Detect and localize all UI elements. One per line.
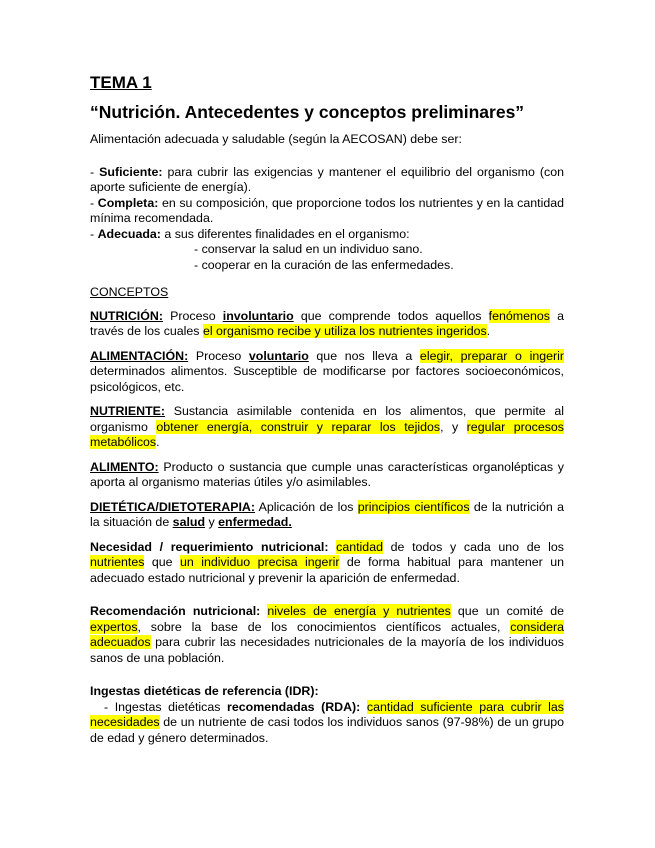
req-suficiente [90, 165, 564, 196]
page-heading: TEMA 1 [90, 73, 152, 92]
term: ALIMENTO: [90, 459, 159, 474]
intro-text: Alimentación adecuada y saludable (según la AECOSAN) debe ser: [90, 132, 462, 146]
def-alimento: ALIMENTO: Producto o sustancia que cumple unas características organolépticas y aporta al organismo materias útiles y/o asimilables. [90, 459, 564, 489]
term-suficiente: Suficiente: [99, 164, 163, 179]
idr-title: Ingestas dietéticas de referencia (IDR): [90, 684, 319, 698]
keyword: salud [172, 515, 206, 529]
text-adecuada: a sus diferentes finalidades en el organismo: [160, 226, 410, 241]
text-completa: en su composición, que proporcione todos los nutrientes y en la cantidad mínima recomendada. [90, 195, 564, 225]
highlight: cantidad suficiente para cubrir las necesidades [90, 699, 564, 729]
def-necesidad: Necesidad / requerimiento nutricional: cantidad de todos y cada uno de los nutrientes que un individuo precisa ingerir de forma habitual para mantener un adecuado estado nutricional y prevenir la aparición de enfermedad. [90, 539, 564, 585]
highlight: regular procesos metabólicos [90, 419, 565, 449]
text-suficiente: para cubrir las exigencias y mantener el equilibrio del organismo (con aporte suficiente de energía). [90, 164, 564, 194]
highlight: elegir, preparar o ingerir [419, 348, 564, 363]
bullet-dash: - [90, 226, 98, 241]
req-completa [90, 196, 564, 227]
highlight: nutrientes [90, 555, 145, 569]
term: DIETÉTICA/DIETOTERAPIA: [90, 499, 255, 514]
keyword: enfermedad. [218, 515, 292, 529]
page-title: “Nutrición. Antecedentes y conceptos preliminares” [90, 102, 525, 122]
highlight: expertos [90, 619, 138, 634]
requirements-list [90, 165, 564, 274]
def-dietetica: DIETÉTICA/DIETOTERAPIA: Aplicación de los principios científicos de la nutrición a la situación de salud y enfermedad. [90, 499, 564, 529]
term: NUTRIENTE: [90, 404, 166, 418]
idr-rda: - Ingestas dietéticas recomendadas (RDA): cantidad suficiente para cubrir las necesidades de un nutriente de casi todos los individuos sanos (97-98%) de un grupo de edad y género determinados. [90, 699, 564, 745]
keyword: involuntario [222, 308, 294, 323]
term: NUTRICIÓN: [90, 308, 163, 323]
term: recomendadas (RDA): [227, 699, 361, 714]
term: Recomendación nutricional: [90, 604, 261, 618]
def-recomendacion: Recomendación nutricional: niveles de energía y nutrientes que un comité de expertos, sobre la base de los conocimientos científicos actuales, considera adecuados para cubrir las necesidades nutricionales de la mayoría de los individuos sanos de una población. [90, 604, 564, 665]
def-nutriente: NUTRIENTE: Sustancia asimilable contenida en los alimentos, que permite al organismo obtener energía, construir y reparar los tejidos, y regular procesos metabólicos. [90, 404, 565, 449]
sub-item: - cooperar en la curación de las enfermedades. [194, 257, 454, 272]
section-label: CONCEPTOS [90, 285, 169, 299]
highlight: niveles de energía y nutrientes [267, 604, 451, 618]
highlight: considera adecuados [90, 619, 564, 649]
req-adecuada [90, 227, 564, 243]
highlight: principios científicos [357, 499, 470, 514]
document-content [90, 72, 564, 746]
highlight: cantidad [336, 539, 383, 554]
term: Necesidad / requerimiento nutricional: [90, 539, 329, 554]
term-adecuada: Adecuada: [97, 226, 161, 241]
bullet-dash: - [90, 195, 98, 210]
term: ALIMENTACIÓN: [90, 348, 189, 363]
highlight: un individuo precisa ingerir [180, 555, 340, 569]
sub-item: - conservar la salud en un individuo sano. [194, 242, 423, 256]
bullet-dash: - [90, 164, 100, 179]
def-nutricion: NUTRICIÓN: Proceso involuntario que comprende todos aquellos fenómenos a través de los cuales el organismo recibe y utiliza los nutrientes ingeridos. [90, 308, 565, 338]
keyword: voluntario [248, 348, 309, 363]
term-completa: Completa: [97, 195, 159, 210]
def-alimentacion: ALIMENTACIÓN: Proceso voluntario que nos lleva a elegir, preparar o ingerir determinados alimentos. Susceptible de modificarse por factores socioeconómicos, psicológicos, etc. [90, 348, 564, 394]
highlight: el organismo recibe y utiliza los nutrientes ingeridos [202, 324, 487, 338]
highlight: obtener energía, construir y reparar los tejidos [156, 419, 441, 434]
highlight: fenómenos [488, 308, 550, 323]
